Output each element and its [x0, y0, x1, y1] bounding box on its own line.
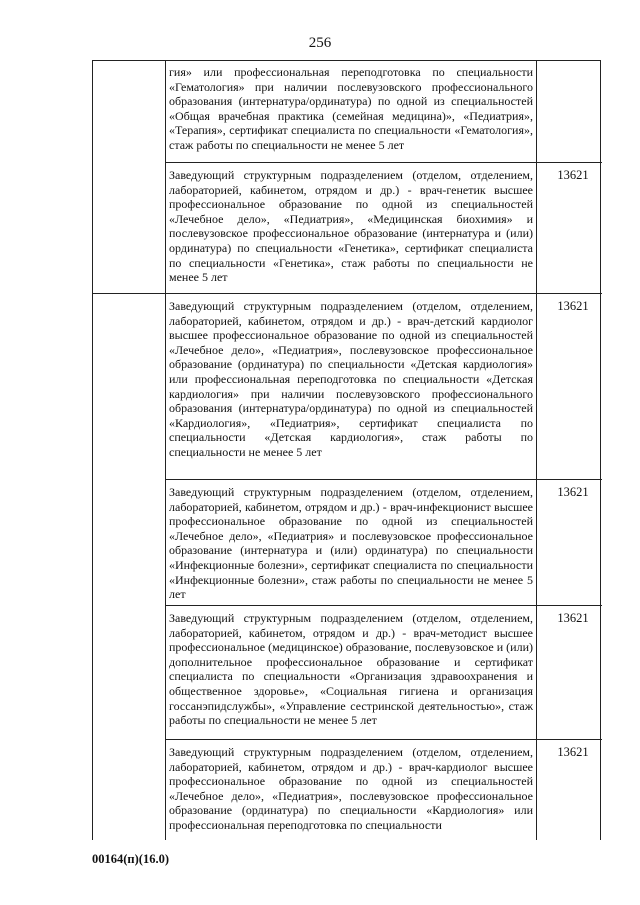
row-description: гия» или профессиональная переподготовка по специальности «Гематология» при наличии послевузовского профессионального образования (интернатура/ординатура) по одной из специальностей «Общая врачебная практика (семейная медицина)», «Педиатрия», «Терапия», сертификат специалиста по специальности «Гематология», стаж работы по специальности не менее 5 лет: [169, 65, 533, 152]
page-number: 256: [308, 35, 332, 51]
row-code: 13621: [557, 745, 589, 759]
row-description: Заведующий структурным подразделением (отделом, отделением, лабораторией, кабинетом, отрядом и др.) - врач-кардиолог высшее профессиональное образование по одной из специальностей «Лечебное дело», «Педиатрия», послевузовское профессиональное образование (ординатура) по специальности «Кардиология» или профессиональная переподготовка по специальности: [169, 745, 533, 832]
table-row: [165, 739, 602, 841]
row-description: Заведующий структурным подразделением (отделом, отделением, лабораторией, кабинетом, отрядом и др.) - врач-генетик высшее профессиональное образование по одной из специальностей «Лечебное дело», «Педиатрия», «Медицинская биохимия» и послевузовское профессиональное образование (интернатура и (или) ординатура) по специальности «Генетика», сертификат специалиста по специальности «Генетика», стаж работы по специальности не менее 5 лет: [169, 168, 533, 285]
footer-document-code: 00164(п)(16.0): [92, 852, 169, 866]
row-description: Заведующий структурным подразделением (отделом, отделением, лабораторией, кабинетом, отрядом и др.) - врач-детский кардиолог высшее профессиональное образование по одной из специальностей «Лечебное дело», «Педиатрия», послевузовское профессиональное образование (ординатура) по специальности «Детская кардиология» или профессиональная переподготовка по специальности «Детская кардиология» при наличии послевузовского профессионального образования (интернатура/ординатура) по одной из специальностей «Кардиология», «Педиатрия», сертификат специалиста по специальности «Детская кардиология», стаж работы по специальности не менее 5 лет: [169, 299, 533, 459]
document-table: [92, 60, 601, 840]
row-code: 13621: [557, 168, 589, 182]
row-description: Заведующий структурным подразделением (отделом, отделением, лабораторией, кабинетом, отрядом и др.) - врач-инфекционист высшее профессиональное образование по одной из специальностей «Лечебное дело», «Педиатрия» и послевузовское профессиональное образование (интернатура и (или) ординатура) по специальности «Инфекционные болезни», сертификат специалиста по специальности «Инфекционные болезни», стаж работы по специальности не менее 5 лет: [169, 485, 533, 602]
row-code: 13621: [557, 299, 589, 313]
table-row: [165, 293, 602, 479]
table-row: [165, 479, 602, 605]
row-code: 13621: [557, 611, 589, 625]
table-row: [165, 162, 602, 293]
row-description: Заведующий структурным подразделением (отделом, отделением, лабораторией, кабинетом, отрядом и др.) - врач-методист высшее профессиональное (медицинское) образование, послевузовское и (или) дополнительное профессиональное образование и сертификат специалиста по специальности «Организация здравоохранения и общественное здоровье», «Социальная гигиена и организация госсанэпидслужбы», «Управление сестринской деятельностью», стаж работы по специальности не менее 5 лет: [169, 611, 533, 728]
table-row: [165, 605, 602, 739]
row-code: 13621: [557, 485, 589, 499]
table-row: [165, 61, 602, 162]
